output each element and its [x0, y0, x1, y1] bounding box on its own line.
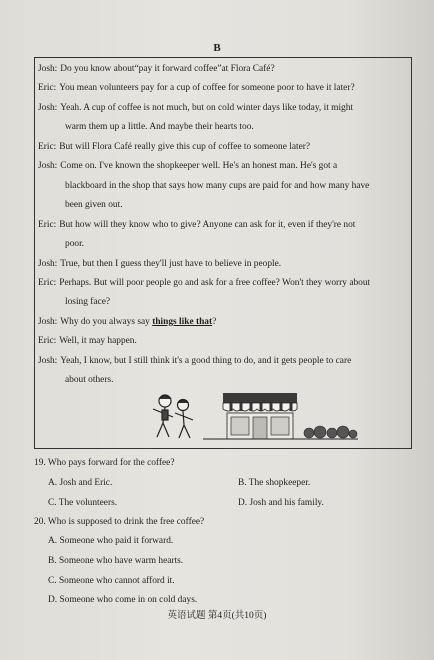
dialog-line	[38, 273, 407, 293]
dialog-text: Well, it may happen.	[59, 336, 137, 347]
question-20-option-d: D. Someone who come in on cold days.	[48, 595, 198, 605]
bushes-illustration	[304, 426, 357, 438]
question-19-stem: 19. Who pays forward for the coffee?	[34, 458, 175, 468]
section-label: B	[213, 42, 221, 54]
dialog-text: But how will they know who to give? Anyone can ask for it, even if they're not	[59, 219, 356, 230]
question-19-option-d: D. Josh and his family.	[238, 498, 324, 508]
dialog-line	[38, 331, 407, 351]
dialog-text: You mean volunteers pay for a cup of coffee for someone poor to have it later?	[59, 83, 355, 94]
question-19-option-b: B. The shopkeeper.	[238, 478, 311, 488]
dialog-text: blackboard in the shop that says how many cups are paid for and how many have	[65, 180, 370, 191]
question-19-option-a: A. Josh and Eric.	[48, 478, 113, 488]
two-kids-illustration	[153, 395, 193, 438]
speaker-name: Josh:	[38, 316, 58, 327]
underlined-phrase: things like that	[152, 316, 213, 327]
question-20-option-b: B. Someone who have warm hearts.	[48, 556, 184, 566]
dialog-text: losing face?	[65, 297, 111, 308]
dialog-line	[38, 59, 407, 79]
page-footer: 英语试题 第4页(共10页)	[167, 611, 267, 621]
dialog-line	[38, 254, 407, 274]
dialog-line	[65, 117, 407, 137]
dialog-line	[65, 195, 407, 215]
speaker-name: Eric:	[38, 277, 57, 288]
coffee-shop-illustration	[143, 391, 363, 443]
dialog-line	[38, 78, 407, 98]
dialog-line	[65, 370, 407, 390]
speaker-name: Josh:	[38, 64, 58, 74]
dialog-text: Yeah, I know, but I still think it's a good thing to do, and it gets people to care	[60, 355, 352, 366]
dialog-line	[38, 137, 407, 157]
speaker-name: Josh:	[38, 102, 58, 113]
dialog-line	[65, 234, 407, 254]
dialog-text: True, but then I guess they'll just have to believe in people.	[60, 258, 282, 269]
dialog-text: about others.	[65, 375, 114, 386]
dialog-text: Why do you always say	[60, 316, 153, 327]
dialog-text: poor.	[65, 239, 85, 250]
speaker-name: Eric:	[38, 83, 57, 94]
dialog-text: Do you know about“pay it forward coffee”at Flora Café?	[60, 64, 275, 74]
dialog-line	[38, 156, 407, 176]
dialog-text-after: ?	[212, 316, 217, 327]
dialog-line	[38, 312, 407, 332]
question-20-option-c: C. Someone who cannot afford it.	[48, 576, 175, 586]
speaker-name: Eric:	[38, 219, 57, 230]
dialog-text: Perhaps. But will poor people go and ask for a free coffee? Won't they worry about	[59, 277, 371, 288]
question-20-option-a: A. Someone who paid it forward.	[48, 536, 174, 546]
dialog-line	[38, 215, 407, 235]
question-20-stem: 20. Who is supposed to drink the free coffee?	[34, 517, 205, 527]
dialog-line	[38, 98, 407, 118]
dialog-text: Yeah. A cup of coffee is not much, but on cold winter days like today, it might	[60, 102, 354, 113]
speaker-name: Eric:	[38, 336, 57, 347]
dialog-box	[34, 57, 412, 449]
speaker-name: Josh:	[38, 258, 58, 269]
question-19-option-c: C. The volunteers.	[48, 498, 118, 508]
speaker-name: Josh:	[38, 355, 58, 366]
dialog-line	[65, 176, 407, 196]
dialog-text: Come on. I've known the shopkeeper well. He's an honest man. He's got a	[60, 161, 338, 172]
dialog-text: been given out.	[65, 200, 123, 211]
dialog-text: warm them up a little. And maybe their hearts too.	[65, 122, 254, 133]
speaker-name: Josh:	[38, 161, 58, 172]
dialog-line	[38, 351, 407, 371]
speaker-name: Eric:	[38, 141, 57, 152]
dialog-text: But will Flora Café really give this cup of coffee to someone later?	[59, 141, 311, 152]
dialog-line	[65, 292, 407, 312]
